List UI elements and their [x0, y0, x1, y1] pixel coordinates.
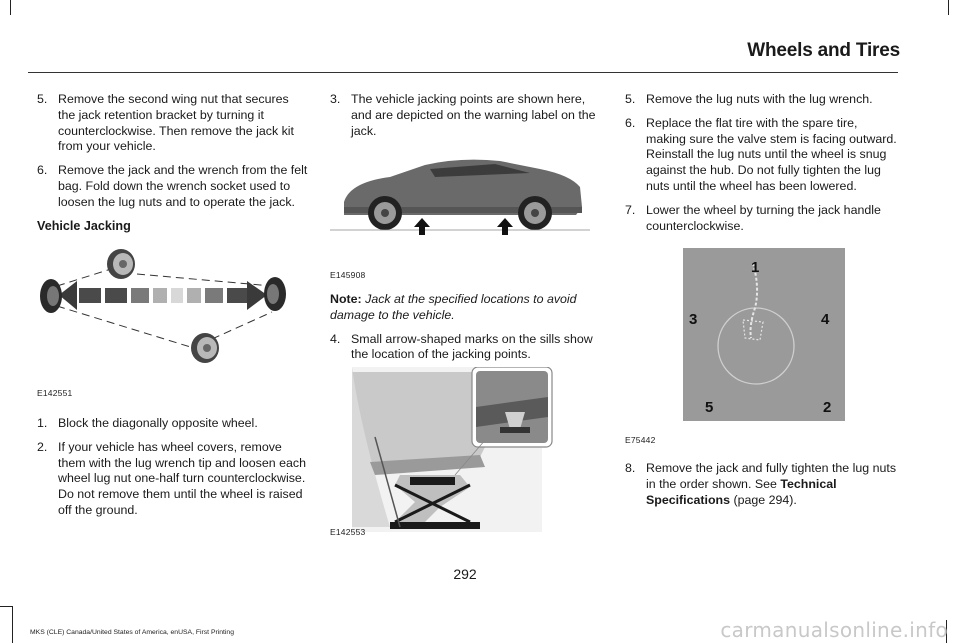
note — [330, 292, 602, 324]
step-number: 1. — [37, 415, 48, 430]
step-item — [37, 416, 309, 432]
crop-mark-top-right — [948, 0, 949, 15]
step-text: Small arrow-shaped marks on the sills show the location of the jacking points. — [351, 331, 593, 362]
wheel-blocking-illustration — [37, 244, 297, 379]
step-item — [330, 92, 602, 139]
lug-label-3: 3 — [689, 311, 698, 329]
figure-lug-nut-order — [625, 248, 897, 449]
figure-code: E75442 — [625, 435, 656, 446]
note-text: Jack at the specified locations to avoid damage to the vehicle. — [330, 291, 577, 322]
step-text-after: (page 294). — [730, 492, 797, 507]
step-list-top — [37, 92, 309, 211]
column-3 — [625, 92, 897, 517]
figure-code: E142551 — [37, 388, 73, 399]
figure-code: E145908 — [330, 270, 366, 281]
step-text: Remove the jack and the wrench from the felt bag. Fold down the wrench socket used to loosen the lug nuts and to operate the jack. — [58, 163, 308, 209]
step-number: 6. — [625, 115, 636, 130]
vehicle-side-illustration — [330, 147, 590, 257]
step-item — [625, 203, 897, 235]
lug-label-4: 4 — [821, 311, 830, 329]
lug-label-5: 5 — [705, 399, 714, 417]
lug-nut-diagram — [625, 248, 875, 423]
step-text: The vehicle jacking points are shown here, and are depicted on the warning label on the jack. — [351, 92, 596, 138]
header-rule — [28, 72, 898, 73]
page-title: Wheels and Tires — [747, 40, 900, 61]
step-number: 4. — [330, 331, 341, 346]
column-2 — [330, 92, 602, 541]
lug-label-1: 1 — [751, 259, 760, 277]
lug-nut-pattern — [625, 248, 875, 423]
crop-mark-bottom-left-v — [12, 606, 13, 643]
lug-label-2: 2 — [823, 399, 832, 417]
figure-code: E142553 — [330, 526, 366, 537]
step-number: 3. — [330, 92, 341, 106]
step-list-5-7 — [625, 92, 897, 234]
step-list-4 — [330, 332, 602, 364]
step-number: 7. — [625, 202, 636, 217]
jacking-point-arrow-rear — [497, 218, 513, 235]
step-number: 2. — [37, 439, 48, 454]
step-number: 8. — [625, 461, 636, 476]
step-text-before: Remove the jack and fully tighten the lug nuts in the order shown. See — [646, 461, 897, 491]
step-text: Block the diagonally opposite wheel. — [58, 415, 258, 430]
page-number: 292 — [453, 566, 477, 582]
figure-jacking-points — [330, 147, 602, 284]
step-item — [37, 92, 309, 155]
step-item — [625, 116, 897, 195]
step-text: Remove the lug nuts with the lug wrench. — [646, 92, 873, 106]
step-text: If your vehicle has wheel covers, remove them with the lug wrench tip and loosen each wheel lug nut one-half turn counterclockwise. Do not remove them until the wheel is raised off the ground. — [58, 439, 306, 517]
jacking-point-arrow-front — [414, 218, 430, 235]
step-list-bottom — [37, 416, 309, 519]
step-list-8 — [625, 461, 897, 508]
step-item — [625, 92, 897, 108]
note-label: Note: — [330, 291, 362, 306]
step-number: 5. — [37, 92, 48, 106]
crop-mark-bottom-left-h — [0, 606, 12, 607]
step-text: Replace the flat tire with the spare tire, making sure the valve stem is facing outward. Reinstall the lug nuts until the wheel is snug against the hub. Do not fully tighten the lug nuts until the wheel has been lowered. — [646, 115, 897, 193]
step-number: 6. — [37, 163, 48, 178]
crop-mark-top-left — [10, 0, 11, 15]
step-item — [330, 332, 602, 364]
figure-wheel-blocking — [37, 244, 309, 402]
figure-jack-under-sill — [330, 367, 602, 541]
cross-reference-link[interactable]: Technical Specifications — [646, 476, 837, 507]
watermark: carmanualsonline.info — [720, 618, 948, 642]
step-number: 5. — [625, 92, 636, 106]
print-info: MKS (CLE) Canada/United States of America, enUSA, First Printing — [30, 629, 234, 636]
step-text: Lower the wheel by turning the jack handle counterclockwise. — [646, 202, 881, 233]
step-list-3 — [330, 92, 602, 139]
step-item — [625, 461, 897, 508]
step-item — [37, 163, 309, 210]
jack-sill-illustration — [330, 367, 565, 532]
step-item — [37, 440, 309, 519]
section-heading: Vehicle Jacking — [37, 218, 131, 233]
column-1 — [37, 92, 309, 527]
step-text: Remove the second wing nut that secures the jack retention bracket by turning it counterclockwise. Then remove the jack kit from your vehicle. — [58, 92, 294, 154]
